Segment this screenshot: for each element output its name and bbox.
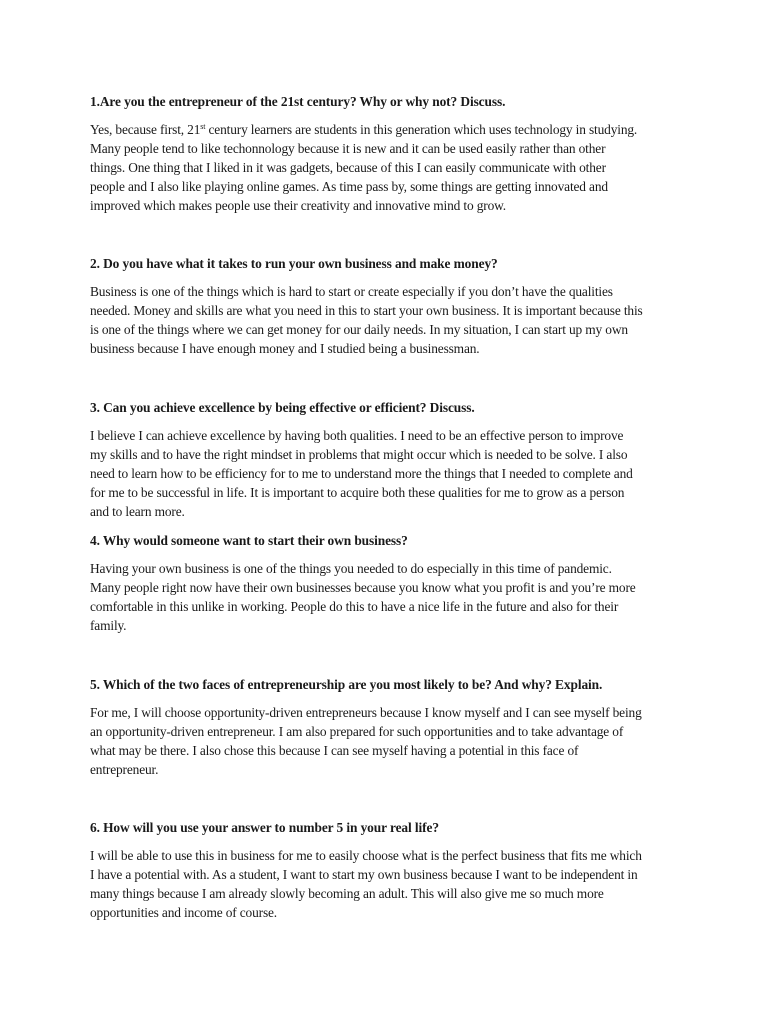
answer-1-text — [90, 120, 690, 215]
answer-line: and to learn more. — [90, 504, 185, 520]
question-3-heading: 3. Can you achieve excellence by being effective or efficient? Discuss. — [90, 400, 475, 415]
answer-line: entrepreneur. — [90, 762, 159, 778]
qa-section-2 — [90, 254, 690, 358]
qa-section-5 — [90, 675, 690, 779]
answer-line: need to learn how to be efficiency for to me to understand more the things that I needed to complete and — [90, 466, 633, 482]
qa-section-4 — [90, 531, 690, 635]
answer-line: many things because I am already slowly becoming an adult. This will also give me so much more — [90, 886, 604, 902]
question-1-heading: 1.Are you the entrepreneur of the 21st century? Why or why not? Discuss. — [90, 94, 506, 109]
qa-section-3 — [90, 398, 690, 521]
answer-text-part: Yes, because first, 21 — [90, 122, 201, 137]
ordinal-superscript: st — [200, 122, 206, 131]
answer-line: Business is one of the things which is hard to start or create especially if you don’t have the qualities — [90, 284, 613, 299]
answer-line: business because I have enough money and I studied being a businessman. — [90, 341, 480, 357]
answer-6-text — [90, 846, 690, 922]
qa-section-1 — [90, 92, 690, 215]
answer-line: what may be there. I also chose this because I can see myself having a potential in this face of — [90, 743, 579, 759]
answer-line: things. One thing that I liked in it was gadgets, because of this I can easily communicate with other — [90, 160, 606, 176]
question-6-heading: 6. How will you use your answer to number 5 in your real life? — [90, 820, 439, 835]
answer-line: for me to be successful in life. It is important to acquire both these qualities for me to grow as a person — [90, 485, 625, 501]
answer-line: Many people right now have their own businesses because you know what you profit is and you’re more — [90, 580, 636, 596]
answer-line: Having your own business is one of the things you needed to do especially in this time of pandemic. — [90, 561, 612, 576]
question-2-heading: 2. Do you have what it takes to run your own business and make money? — [90, 256, 498, 271]
answer-line: people and I also like playing online games. As time pass by, some things are getting innovated and — [90, 179, 608, 195]
answer-line: an opportunity-driven entrepreneur. I am also prepared for such opportunities and to take advantage of — [90, 724, 624, 740]
answer-line: needed. Money and skills are what you need in this to start your own business. It is important because this — [90, 303, 643, 319]
question-4-heading: 4. Why would someone want to start their own business? — [90, 533, 408, 548]
answer-line — [90, 120, 690, 139]
answer-line: opportunities and income of course. — [90, 905, 278, 921]
qa-section-6 — [90, 818, 690, 922]
question-5-heading: 5. Which of the two faces of entrepreneurship are you most likely to be? And why? Explain. — [90, 677, 603, 692]
answer-line: Many people tend to like techonnology because it is new and it can be used easily rather than other — [90, 141, 606, 157]
answer-line: I believe I can achieve excellence by having both qualities. I need to be an effective person to improve — [90, 428, 624, 443]
answer-line: improved which makes people use their creativity and innovative mind to grow. — [90, 198, 506, 214]
answer-line: my skills and to have the right mindset in problems that might occur which is needed to be solve. I also — [90, 447, 628, 463]
answer-line: I have a potential with. As a student, I want to start my own business because I want to be independent in — [90, 867, 638, 883]
answer-line: is one of the things where we can get money for our daily needs. In my situation, I can start up my own — [90, 322, 628, 338]
answer-4-text — [90, 559, 690, 635]
answer-line: For me, I will choose opportunity-driven entrepreneurs because I know myself and I can see myself being — [90, 705, 642, 720]
answer-2-text — [90, 282, 690, 358]
answer-line: family. — [90, 618, 127, 634]
answer-line: comfortable in this unlike in working. People do this to have a nice life in the future and also for their — [90, 599, 619, 615]
answer-line: I will be able to use this in business for me to easily choose what is the perfect business that fits me which — [90, 848, 642, 863]
answer-5-text — [90, 703, 690, 779]
answer-3-text — [90, 426, 690, 521]
answer-text-part: century learners are students in this generation which uses technology in studying. — [205, 122, 638, 137]
